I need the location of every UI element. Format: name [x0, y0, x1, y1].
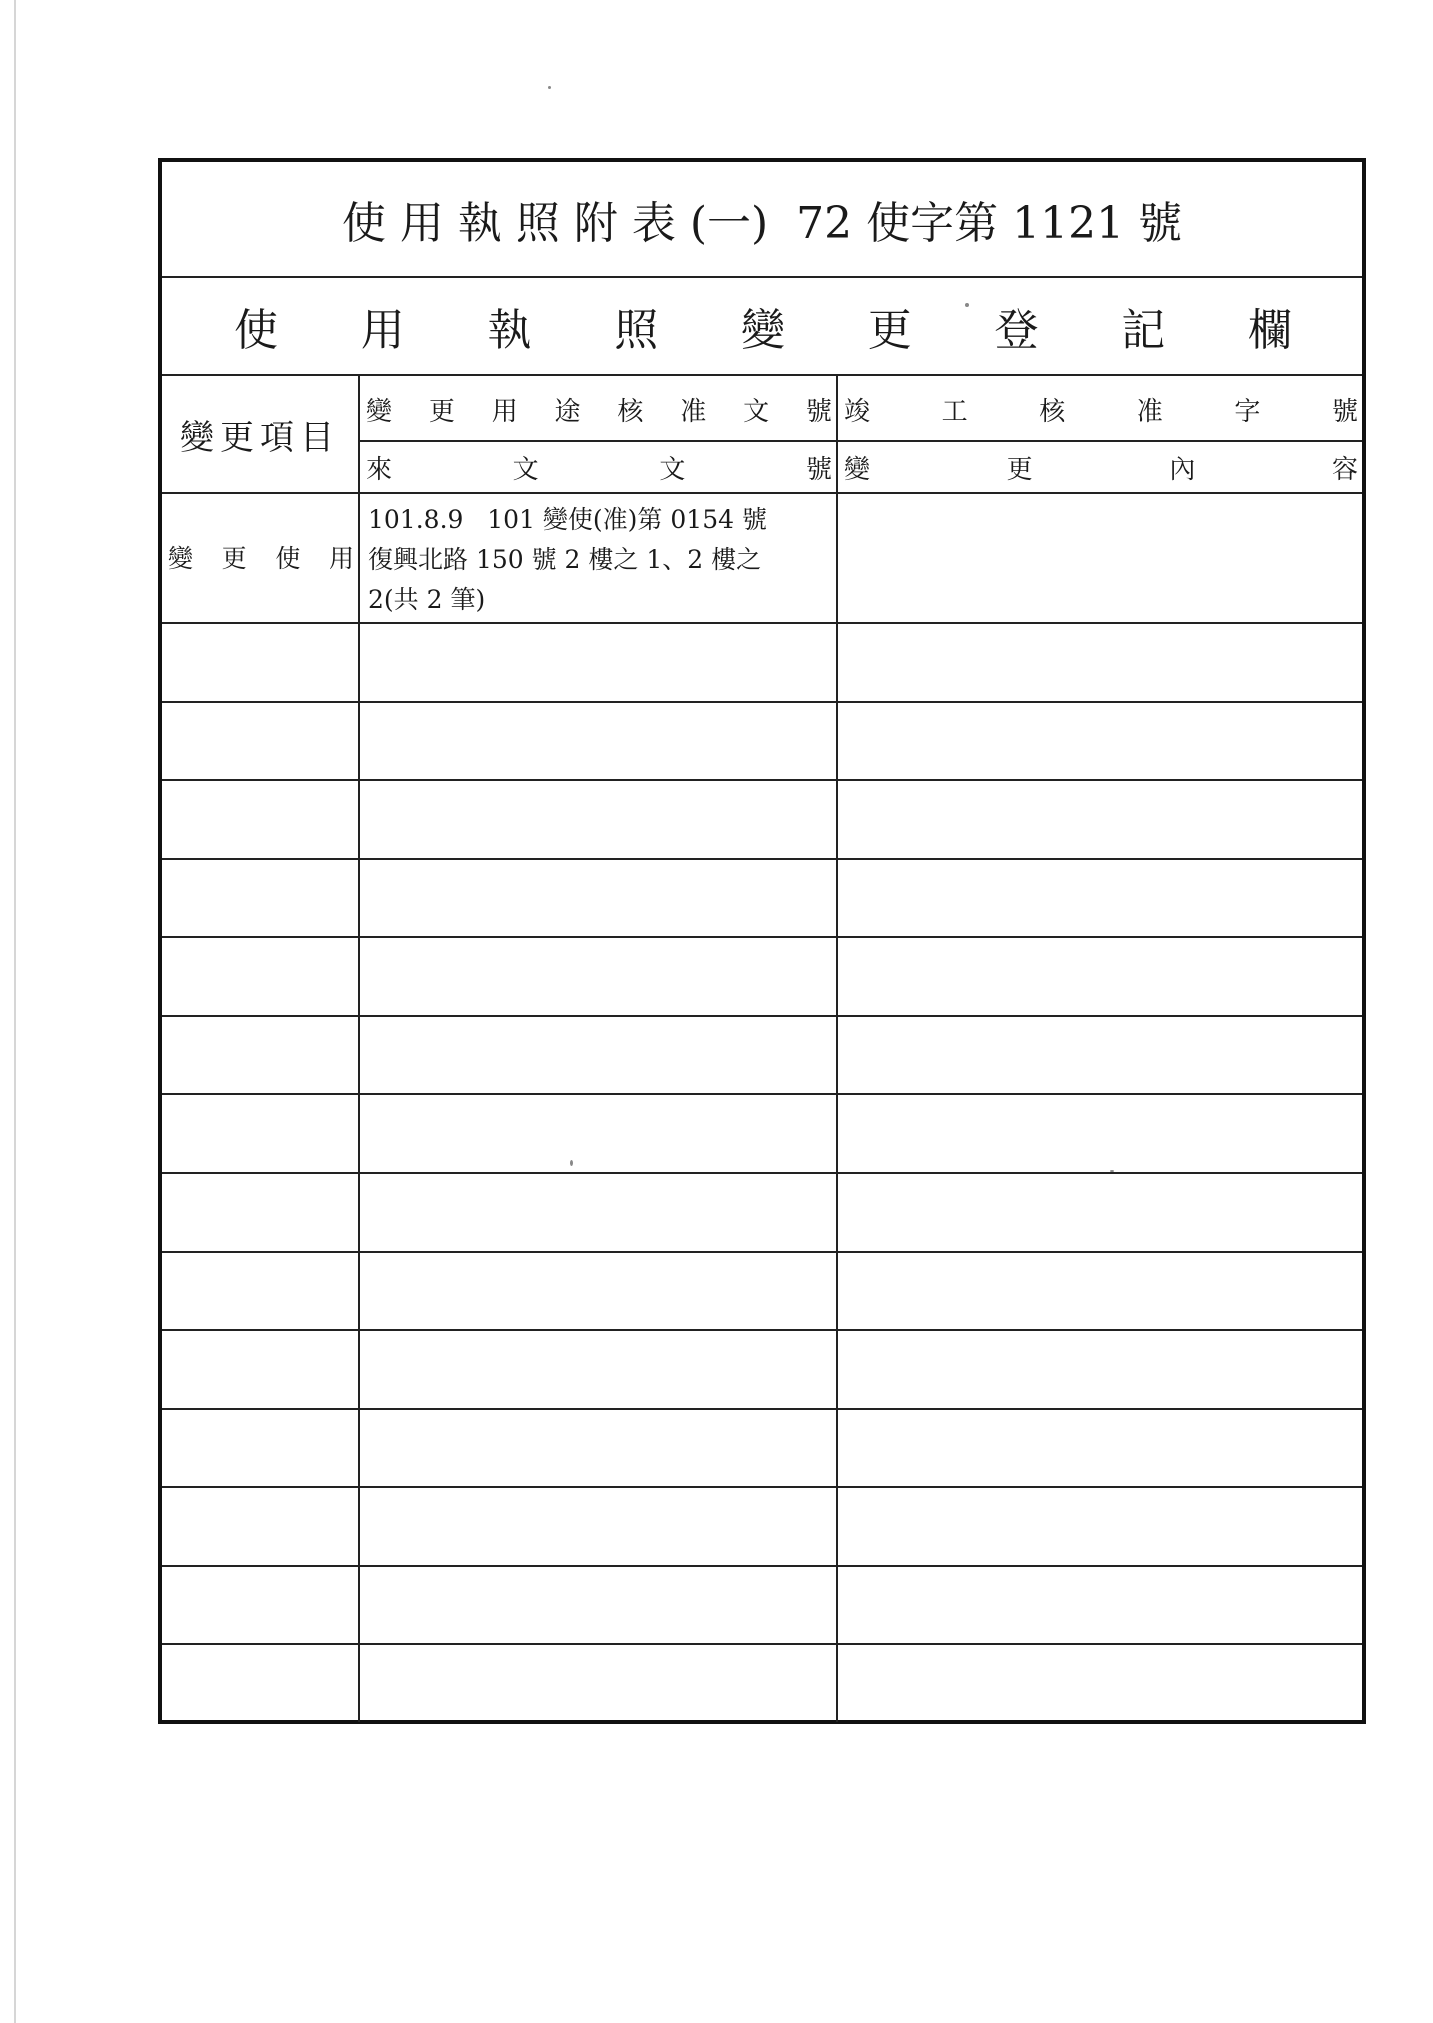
- subtitle-char: 使: [234, 305, 278, 356]
- empty-doc-number-cell: [360, 624, 836, 701]
- subtitle-char: 用: [360, 305, 405, 356]
- empty-doc-number-cell: [360, 1331, 836, 1408]
- empty-change-item-cell: [162, 1645, 358, 1722]
- header-char: 文: [512, 454, 539, 485]
- scan-speck: [548, 86, 551, 89]
- empty-doc-number-cell: [360, 781, 836, 858]
- empty-change-content-cell: [838, 860, 1362, 937]
- header-change-item: 變更項目: [180, 417, 340, 458]
- form-subtitle: [162, 278, 1362, 374]
- empty-doc-number-cell: [360, 860, 836, 937]
- header-char: 容: [1331, 454, 1358, 485]
- subtitle-char: 變: [741, 305, 785, 356]
- empty-doc-number-cell: [360, 938, 836, 1015]
- subtitle-char: 欄: [1248, 305, 1292, 356]
- header-char: 工: [941, 396, 968, 427]
- header-incoming-doc-number: [360, 442, 836, 492]
- empty-change-item-cell: [162, 1567, 358, 1644]
- usage-permit-change-form: [158, 158, 1366, 1724]
- header-char: 更: [1006, 454, 1033, 485]
- header-char: 變: [366, 396, 393, 427]
- row-item-char: 更: [221, 544, 247, 573]
- header-char: 號: [1331, 396, 1358, 427]
- header-char: 用: [491, 396, 518, 427]
- header-char: 來: [366, 454, 393, 485]
- header-char: 竣: [844, 396, 871, 427]
- empty-change-content-cell: [838, 1410, 1362, 1487]
- empty-change-item-cell: [162, 860, 358, 937]
- header-char: 更: [428, 396, 455, 427]
- header-completion-approval-number: [838, 378, 1362, 440]
- empty-doc-number-cell: [360, 1567, 836, 1644]
- row-change-content: [838, 494, 1364, 622]
- header-char: 文: [659, 454, 686, 485]
- header-char: 字: [1234, 396, 1261, 427]
- header-char: 途: [554, 396, 581, 427]
- header-char: 核: [1039, 396, 1066, 427]
- header-char: 核: [617, 396, 644, 427]
- subtitle-char: 記: [1121, 305, 1166, 356]
- empty-change-item-cell: [162, 1095, 358, 1172]
- empty-doc-number-cell: [360, 1410, 836, 1487]
- empty-change-content-cell: [838, 624, 1362, 701]
- empty-change-item-cell: [162, 781, 358, 858]
- header-char: 號: [805, 396, 832, 427]
- empty-change-content-cell: [838, 1331, 1362, 1408]
- empty-change-item-cell: [162, 703, 358, 780]
- empty-change-item-cell: [162, 1017, 358, 1094]
- row-doc-line: 2(共 2 筆): [368, 585, 486, 614]
- subtitle-char: 照: [614, 305, 659, 356]
- empty-change-content-cell: [838, 1174, 1362, 1251]
- empty-change-content-cell: [838, 938, 1362, 1015]
- header-char: 文: [743, 396, 770, 427]
- empty-change-item-cell: [162, 1331, 358, 1408]
- empty-change-item-cell: [162, 624, 358, 701]
- header-approval-doc-number: [360, 378, 836, 440]
- scan-edge: [14, 0, 16, 2023]
- empty-change-item-cell: [162, 1253, 358, 1330]
- row-item-char: 用: [328, 544, 354, 573]
- empty-change-content-cell: [838, 703, 1362, 780]
- subtitle-char: 執: [487, 305, 532, 356]
- form-title: 使 用 執 照 附 表 (一) 72 使字第 1121 號: [341, 198, 1183, 249]
- empty-change-item-cell: [162, 1488, 358, 1565]
- empty-change-content-cell: [838, 1017, 1362, 1094]
- empty-change-item-cell: [162, 1174, 358, 1251]
- empty-change-content-cell: [838, 1645, 1362, 1722]
- row-doc-line: 復興北路 150 號 2 樓之 1、2 樓之: [368, 545, 762, 574]
- header-char: 准: [1136, 396, 1163, 427]
- empty-doc-number-cell: [360, 1174, 836, 1251]
- empty-change-content-cell: [838, 781, 1362, 858]
- empty-doc-number-cell: [360, 1095, 836, 1172]
- empty-change-item-cell: [162, 938, 358, 1015]
- row-change-item: [162, 492, 358, 622]
- header-char: 內: [1169, 454, 1196, 485]
- subtitle-char: 更: [867, 305, 912, 356]
- empty-change-item-cell: [162, 1410, 358, 1487]
- empty-change-content-cell: [838, 1488, 1362, 1565]
- header-char: 准: [680, 396, 707, 427]
- row-doc-number: [360, 494, 836, 622]
- empty-doc-number-cell: [360, 1017, 836, 1094]
- subtitle-char: 登: [994, 305, 1039, 356]
- empty-change-content-cell: [838, 1095, 1362, 1172]
- empty-doc-number-cell: [360, 1645, 836, 1722]
- header-char: 變: [844, 454, 871, 485]
- row-item-char: 變: [168, 544, 194, 573]
- empty-change-content-cell: [838, 1567, 1362, 1644]
- empty-doc-number-cell: [360, 1488, 836, 1565]
- header-char: 號: [805, 454, 832, 485]
- empty-change-content-cell: [838, 1253, 1362, 1330]
- header-change-content: [838, 442, 1362, 492]
- row-item-char: 使: [275, 544, 301, 573]
- empty-doc-number-cell: [360, 1253, 836, 1330]
- row-doc-line: 101.8.9 101 變使(准)第 0154 號: [368, 505, 767, 534]
- empty-doc-number-cell: [360, 703, 836, 780]
